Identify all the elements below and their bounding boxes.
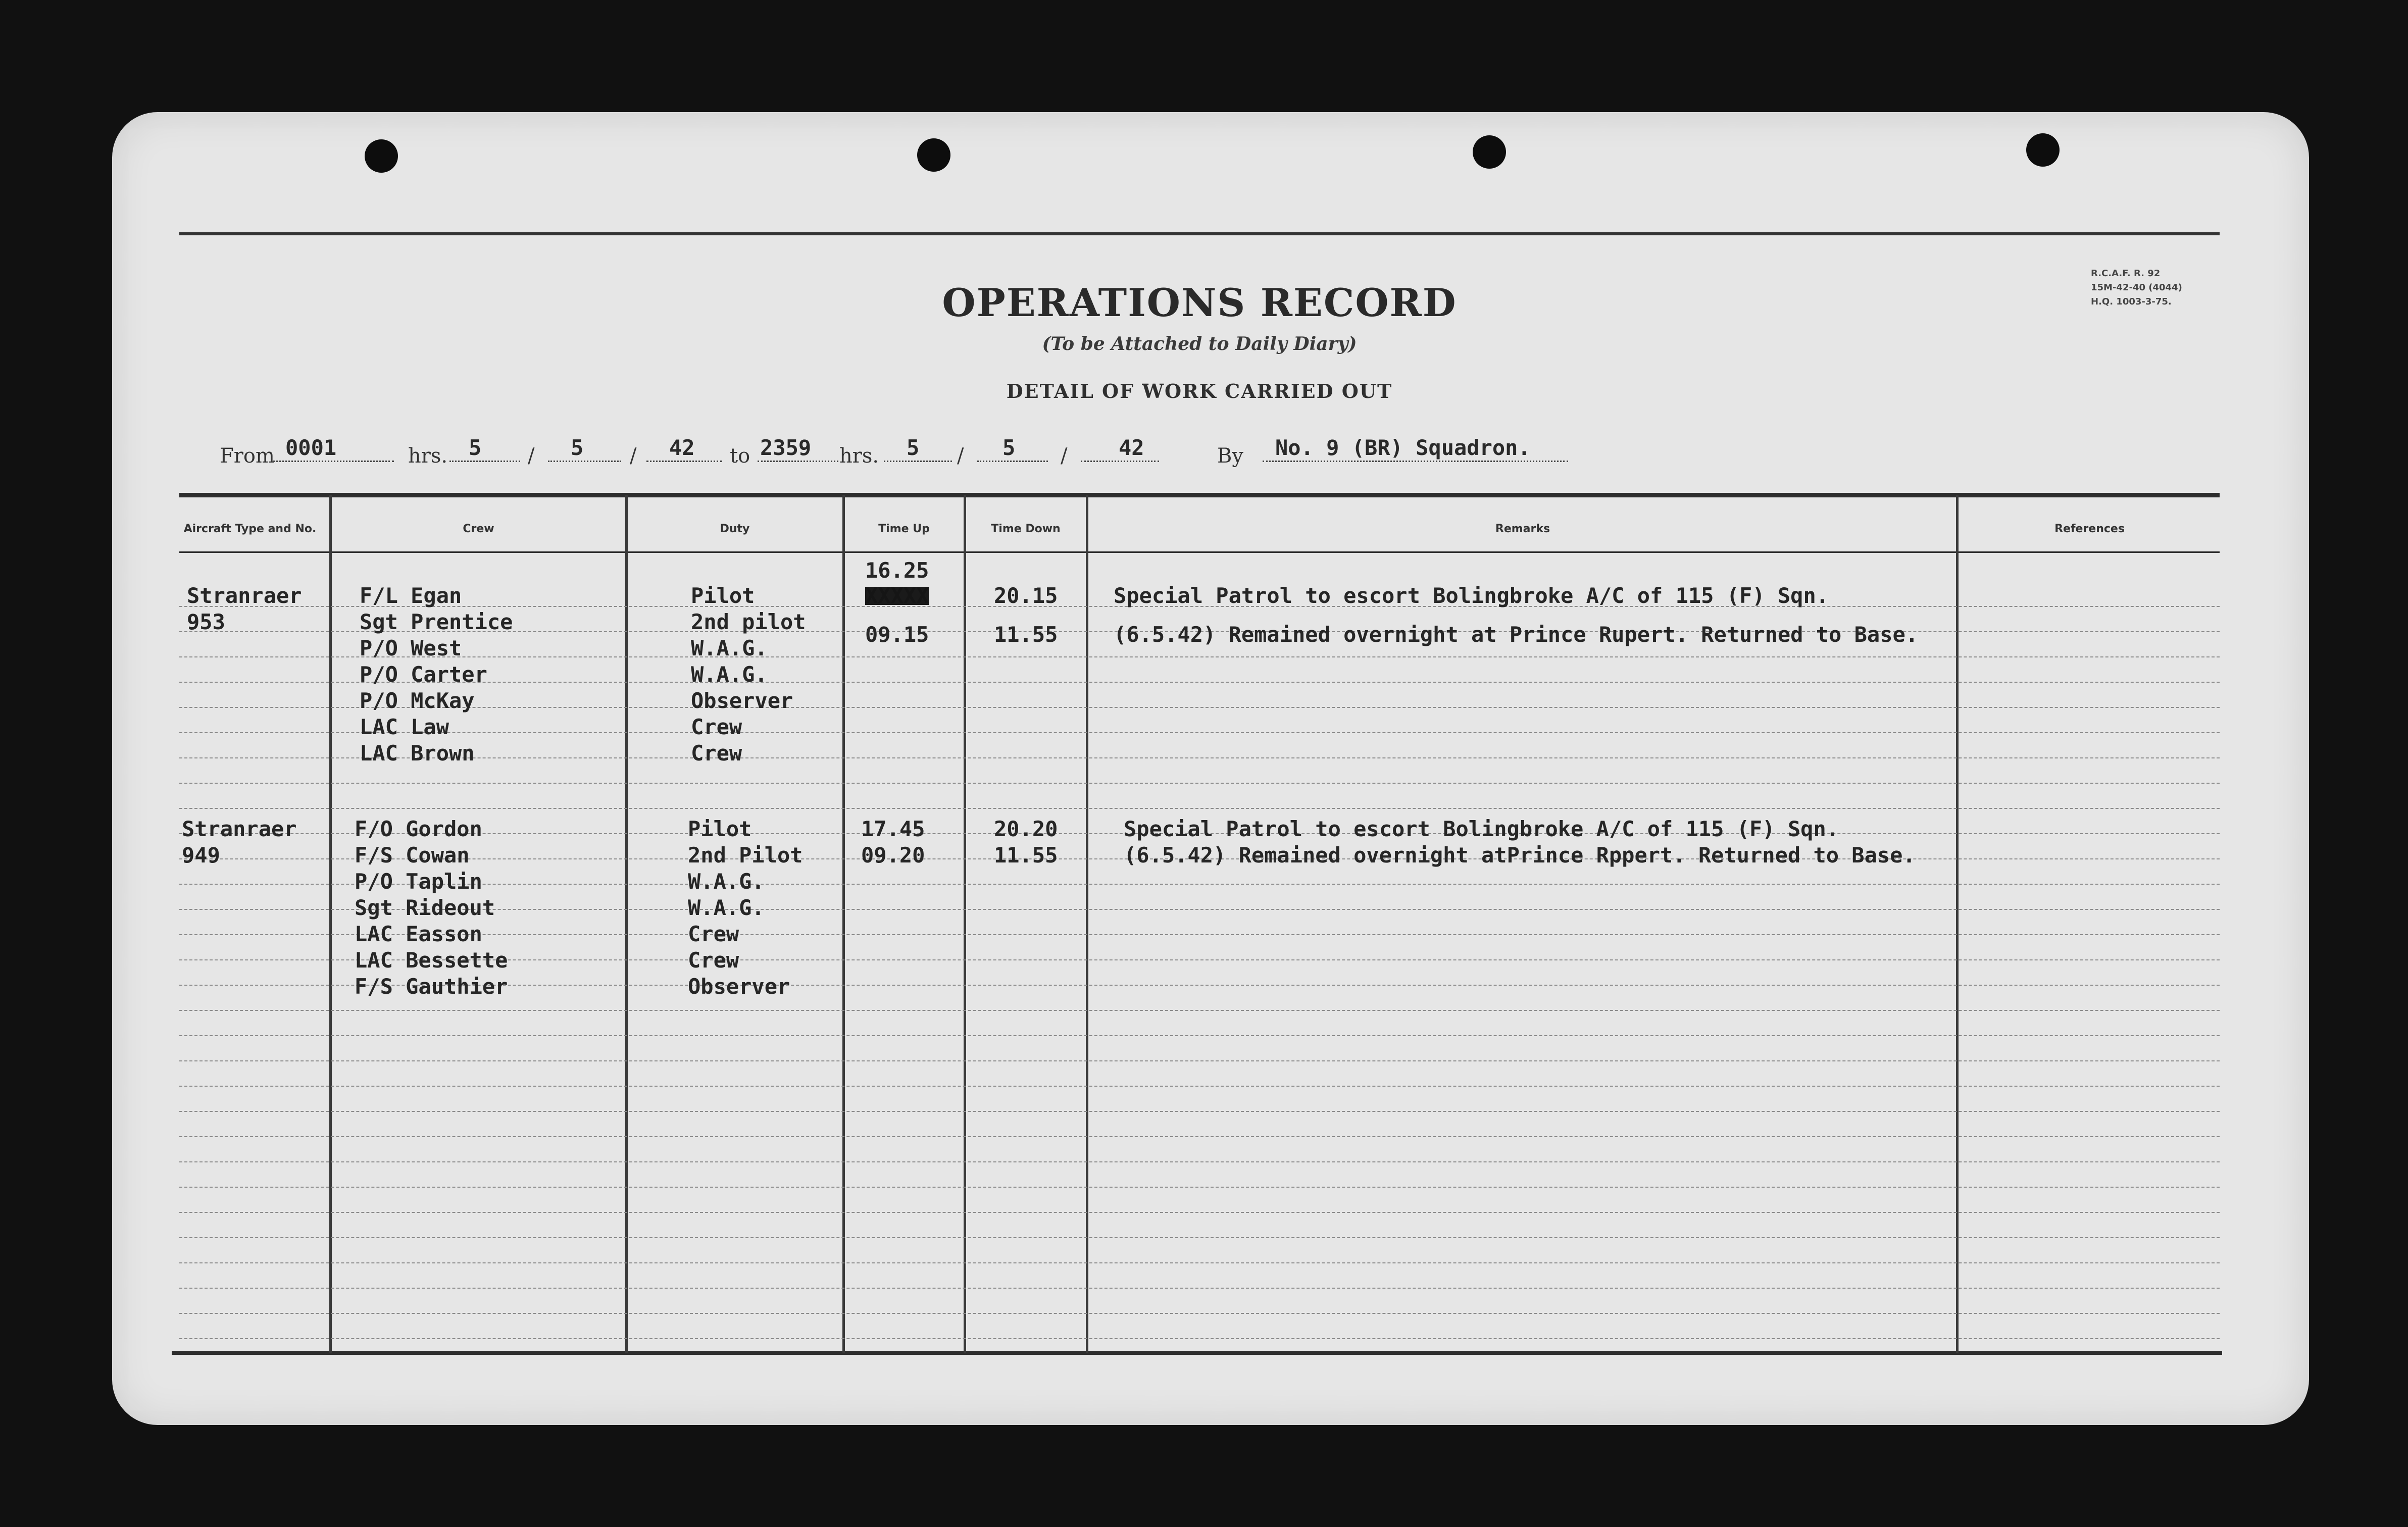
table-rule xyxy=(179,808,2220,809)
table-rule xyxy=(179,1111,2220,1112)
from-hrs-label: hrs. xyxy=(408,444,448,468)
aircraft-type: Stranraer xyxy=(187,583,302,608)
to-day: 5 xyxy=(907,435,920,460)
aircraft-number: 953 xyxy=(187,609,225,634)
form-code-line-2: 15M-42-40 (4044) xyxy=(2091,282,2182,293)
time-up-struck-out: XXXXX xyxy=(865,583,929,608)
column-divider-5 xyxy=(1086,495,1088,1353)
remark: (6.5.42) Remained overnight atPrince Rppert. Returned to Base. xyxy=(1124,843,1916,868)
table-rule xyxy=(179,1187,2220,1188)
from-time: 0001 xyxy=(285,435,337,460)
table-rule xyxy=(179,884,2220,885)
from-time-underline xyxy=(273,461,394,462)
to-time-underline xyxy=(758,461,838,462)
to-hrs-label: hrs. xyxy=(839,444,879,468)
table-rule xyxy=(179,1262,2220,1263)
crew-duty: W.A.G. xyxy=(688,869,765,894)
binder-hole-2 xyxy=(917,138,950,172)
to-slash-1: / xyxy=(957,444,964,468)
crew-name: LAC Law xyxy=(360,715,449,739)
crew-name: LAC Bessette xyxy=(355,948,508,973)
table-rule xyxy=(179,1060,2220,1061)
col-header-time-up: Time Up xyxy=(878,523,930,535)
table-rule xyxy=(179,1313,2220,1314)
column-divider-1 xyxy=(329,495,332,1353)
form-title: OPERATIONS RECORD xyxy=(942,280,1457,325)
col-header-time-down: Time Down xyxy=(991,523,1061,535)
to-time: 2359 xyxy=(760,435,812,460)
unit-underline xyxy=(1263,461,1568,462)
from-slash-2: / xyxy=(630,444,637,468)
table-rule xyxy=(179,934,2220,935)
crew-name: F/S Cowan xyxy=(355,843,470,868)
table-rule xyxy=(179,1288,2220,1289)
crew-name: P/O McKay xyxy=(360,688,475,713)
table-header-rule xyxy=(179,551,2220,553)
aircraft-type: Stranraer xyxy=(182,817,297,841)
crew-duty: Pilot xyxy=(688,817,752,841)
binder-hole-3 xyxy=(1473,135,1506,169)
crew-name: F/L Egan xyxy=(360,583,462,608)
aircraft-number: 949 xyxy=(182,843,220,868)
col-header-crew: Crew xyxy=(463,523,494,535)
time-up: 17.45 xyxy=(861,817,925,841)
crew-name: Sgt Rideout xyxy=(355,895,495,920)
crew-name: LAC Brown xyxy=(360,741,475,766)
column-divider-6 xyxy=(1956,495,1959,1353)
table-rule xyxy=(179,1338,2220,1339)
table-rule xyxy=(179,707,2220,708)
form-code-line-3: H.Q. 1003-3-75. xyxy=(2091,296,2172,307)
from-year-underline xyxy=(646,461,722,462)
time-down: 11.55 xyxy=(994,622,1058,647)
form-subtitle: (To be Attached to Daily Diary) xyxy=(1042,333,1357,354)
table-rule xyxy=(179,757,2220,758)
table-rule xyxy=(179,1212,2220,1213)
crew-duty: Crew xyxy=(688,948,739,973)
remark: Special Patrol to escort Bolingbroke A/C of 115 (F) Sqn. xyxy=(1114,583,1829,608)
from-label: From xyxy=(220,444,275,468)
crew-duty: 2nd pilot xyxy=(691,609,806,634)
from-day-underline xyxy=(449,461,520,462)
top-rule xyxy=(179,232,2220,235)
crew-duty: Observer xyxy=(691,688,793,713)
to-month: 5 xyxy=(1002,435,1016,460)
crew-duty: 2nd Pilot xyxy=(688,843,803,868)
col-header-references: References xyxy=(2054,523,2125,535)
crew-duty: Crew xyxy=(691,715,742,739)
time-down: 11.55 xyxy=(994,843,1058,868)
form-code xyxy=(2091,267,2222,309)
by-label: By xyxy=(1217,444,1243,468)
time-down: 20.20 xyxy=(994,817,1058,841)
crew-name: F/S Gauthier xyxy=(355,974,508,999)
table-rule xyxy=(179,656,2220,657)
time-up: 09.20 xyxy=(861,843,925,868)
table-rule xyxy=(179,1010,2220,1011)
to-label: to xyxy=(730,444,750,468)
from-year: 42 xyxy=(669,435,695,460)
table-rule xyxy=(179,1086,2220,1087)
form-detail-heading: DETAIL OF WORK CARRIED OUT xyxy=(1006,380,1393,402)
table-rule xyxy=(179,732,2220,733)
crew-duty: Crew xyxy=(688,922,739,946)
to-slash-2: / xyxy=(1061,444,1068,468)
col-header-remarks: Remarks xyxy=(1495,523,1550,535)
remark: Special Patrol to escort Bolingbroke A/C of 115 (F) Sqn. xyxy=(1124,817,1839,841)
crew-name: P/O West xyxy=(360,636,462,660)
column-divider-3 xyxy=(842,495,845,1353)
column-divider-2 xyxy=(625,495,628,1353)
from-month-underline xyxy=(548,461,621,462)
table-top-rule xyxy=(179,493,2220,497)
to-month-underline xyxy=(977,461,1048,462)
binder-hole-4 xyxy=(2026,133,2060,167)
time-up: 09.15 xyxy=(865,622,929,647)
to-day-underline xyxy=(884,461,952,462)
crew-name: F/O Gordon xyxy=(355,817,482,841)
time-down: 20.15 xyxy=(994,583,1058,608)
from-day: 5 xyxy=(469,435,482,460)
table-rule xyxy=(179,1161,2220,1162)
table-rule xyxy=(179,1035,2220,1036)
table-bottom-rule xyxy=(172,1351,2222,1355)
table-rule xyxy=(179,1237,2220,1238)
column-divider-4 xyxy=(964,495,966,1353)
col-header-duty: Duty xyxy=(720,523,750,535)
crew-name: LAC Easson xyxy=(355,922,482,946)
from-slash-1: / xyxy=(528,444,535,468)
from-month: 5 xyxy=(571,435,584,460)
to-year-underline xyxy=(1081,461,1159,462)
crew-duty: W.A.G. xyxy=(691,662,768,687)
time-up: 16.25 xyxy=(865,558,929,583)
crew-duty: Crew xyxy=(691,741,742,766)
table-rule xyxy=(179,1136,2220,1137)
to-year: 42 xyxy=(1119,435,1144,460)
crew-name: P/O Taplin xyxy=(355,869,482,894)
form-code-line-1: R.C.A.F. R. 92 xyxy=(2091,268,2161,279)
col-header-aircraft: Aircraft Type and No. xyxy=(183,523,317,535)
crew-name: Sgt Prentice xyxy=(360,609,513,634)
crew-duty: Pilot xyxy=(691,583,755,608)
remark: (6.5.42) Remained overnight at Prince Rupert. Returned to Base. xyxy=(1114,622,1919,647)
crew-duty: W.A.G. xyxy=(688,895,765,920)
crew-duty: Observer xyxy=(688,974,790,999)
crew-duty: W.A.G. xyxy=(691,636,768,660)
unit-name: No. 9 (BR) Squadron. xyxy=(1275,435,1531,460)
crew-name: P/O Carter xyxy=(360,662,487,687)
table-rule xyxy=(179,783,2220,784)
binder-hole-1 xyxy=(365,139,398,173)
